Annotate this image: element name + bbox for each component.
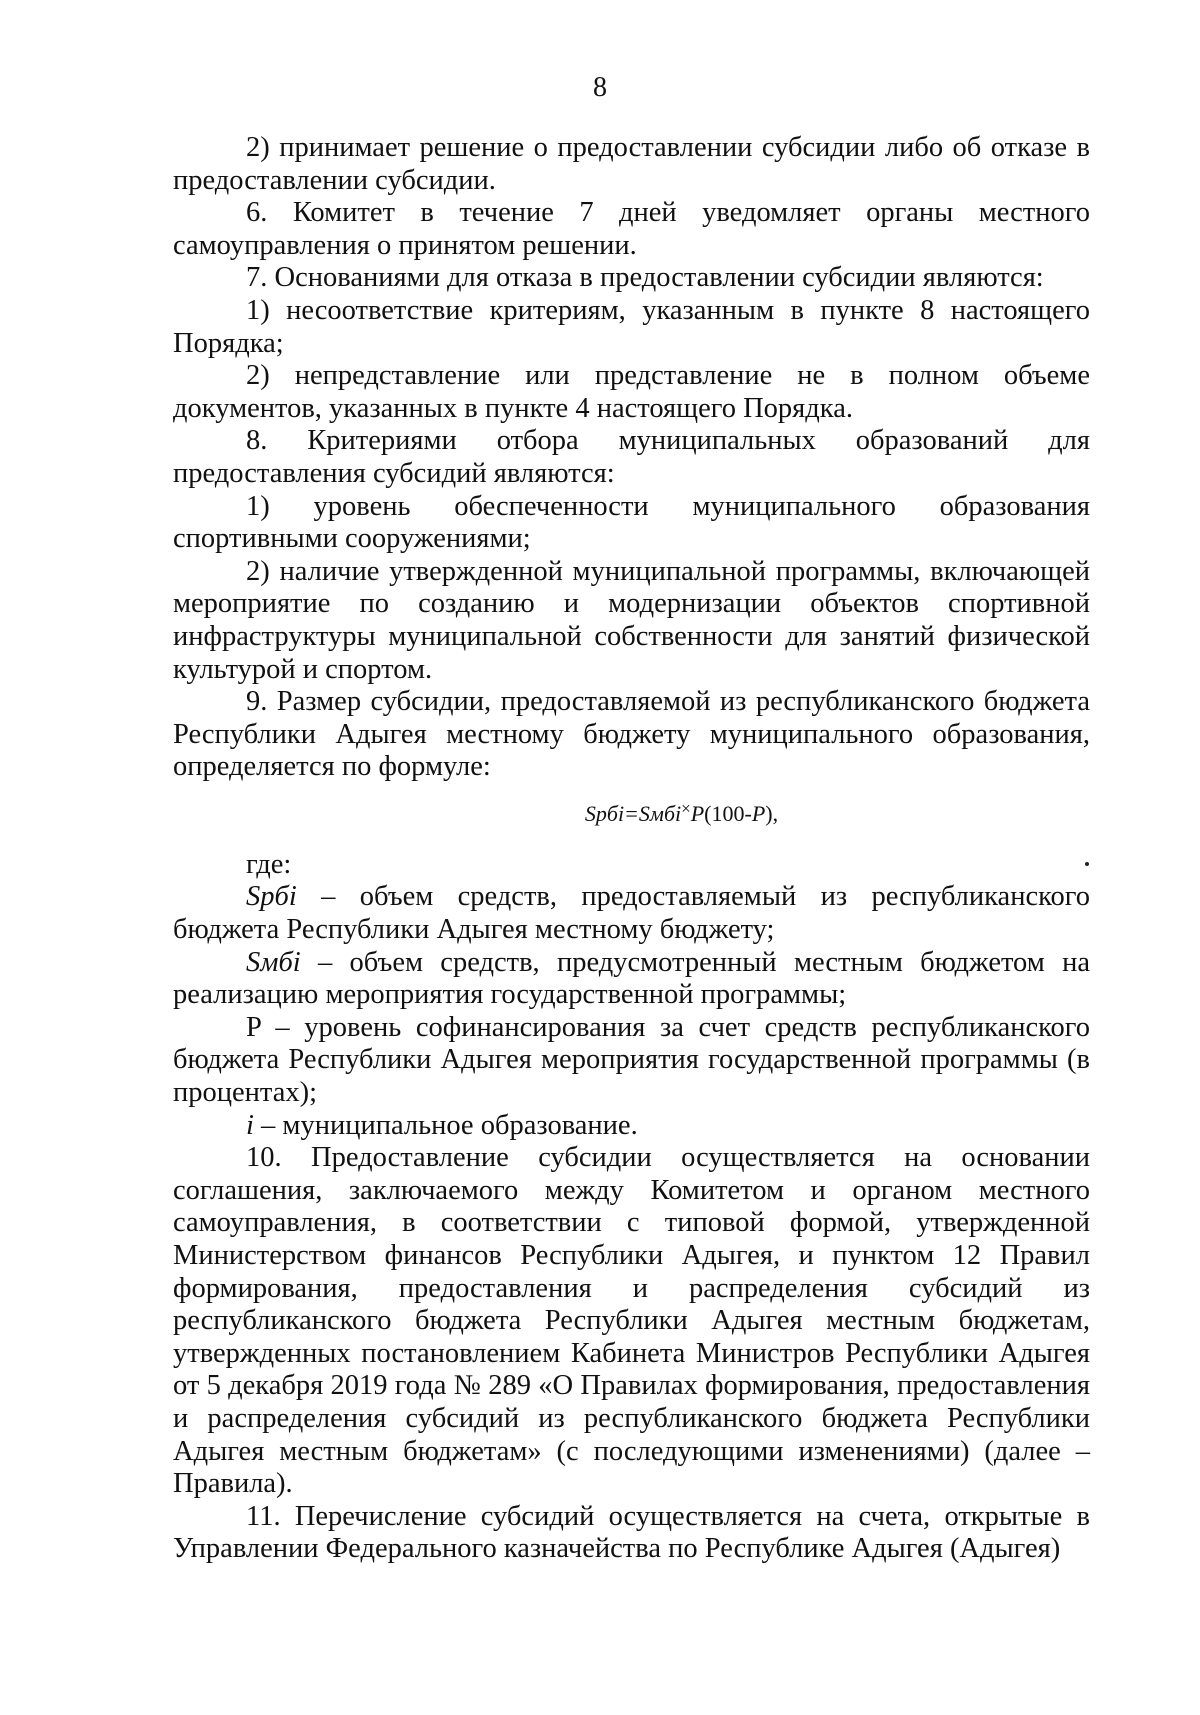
- paragraph-11: 11. Перечисление субсидий осуществляется на счета, открытые в Управлении Федерального казначейства по Республике Адыгея (Адыгея): [173, 1500, 1090, 1565]
- definition-i: [173, 1110, 1090, 1143]
- paragraph-2-decision: 2) принимает решение о предоставлении субсидии либо об отказе в предоставлении субсидии.: [173, 132, 1090, 196]
- term-srbi: Sрбi: [246, 881, 297, 913]
- definition-smbi: [173, 947, 1090, 1012]
- formula-paren: (100-: [704, 800, 752, 826]
- paragraph-8: 8. Критериями отбора муниципальных образований для предоставления субсидий являются:: [173, 425, 1090, 489]
- where-label: где:: [246, 848, 292, 880]
- formula-times: ×: [681, 798, 691, 818]
- definition-smbi-text: – объем средств, предусмотренный местным бюджетом на реализацию мероприятия государственной программы;: [173, 946, 1090, 1011]
- formula-p2: P: [751, 800, 766, 826]
- term-i: i: [246, 1109, 254, 1141]
- scan-speck: [1085, 862, 1089, 866]
- paragraph-8-2: 2) наличие утвержденной муниципальной программы, включающей мероприятие по созданию и модернизации объектов спортивной инфраструктуры муниципальной собственности для занятий физической культурой и спортом.: [173, 555, 1090, 685]
- paragraph-7-1: 1) несоответствие критериям, указанным в пункте 8 настоящего Порядка;: [173, 294, 1090, 359]
- paragraph-10: 10. Предоставление субсидии осуществляется на основании соглашения, заключаемого между Комитетом и органом местного самоуправления, в соответствии с типовой формой, утвержденной Министерством финансов Республики Адыгея, и пунктом 12 Правил формирования, предоставления и распределения субсидий из республиканского бюджета Республики Адыгея местным бюджетам, утвержденных постановлением Кабинета Министров Республики Адыгея от 5 декабря 2019 года № 289 «О Правилах формирования, предоставления и распределения субсидий из республиканского бюджета Республики Адыгея местным бюджетам» (с последующими изменениями) (далее – Правила).: [173, 1142, 1090, 1500]
- formula-close: ),: [765, 800, 779, 826]
- paragraph-9: 9. Размер субсидии, предоставляемой из республиканского бюджета Республики Адыгея местному бюджету муниципального образования, определяется по формуле:: [173, 686, 1090, 783]
- formula-left: Sрбi=Sмбi: [584, 800, 682, 826]
- formula-p: P: [690, 800, 705, 826]
- paragraph-7: 7. Основаниями для отказа в предоставлении субсидии являются:: [246, 262, 1044, 294]
- definition-p-text: P – уровень софинансирования за счет средств республиканского бюджета Республики Адыгея мероприятия государственной программы (в процентах);: [173, 1011, 1090, 1109]
- definition-i-text: – муниципальное образование.: [253, 1109, 638, 1141]
- definition-p: [173, 1012, 1090, 1110]
- subsidy-formula: [173, 794, 1090, 829]
- paragraph-8-1: 1) уровень обеспеченности муниципального образования спортивными сооружениями;: [173, 490, 1090, 555]
- document-body: [173, 132, 1090, 1566]
- definition-srbi-text: – объем средств, предоставляемый из республиканского бюджета Республики Адыгея местному бюджету;: [173, 881, 1090, 946]
- paragraph-7-2: 2) непредставление или представление не в полном объеме документов, указанных в пункте 4 настоящего Порядка.: [173, 360, 1090, 424]
- definition-srbi: [173, 881, 1090, 946]
- page-number: 8: [593, 72, 607, 103]
- paragraph-6: 6. Комитет в течение 7 дней уведомляет органы местного самоуправления о принятом решении.: [173, 197, 1090, 261]
- term-smbi: Sмбi: [246, 946, 301, 978]
